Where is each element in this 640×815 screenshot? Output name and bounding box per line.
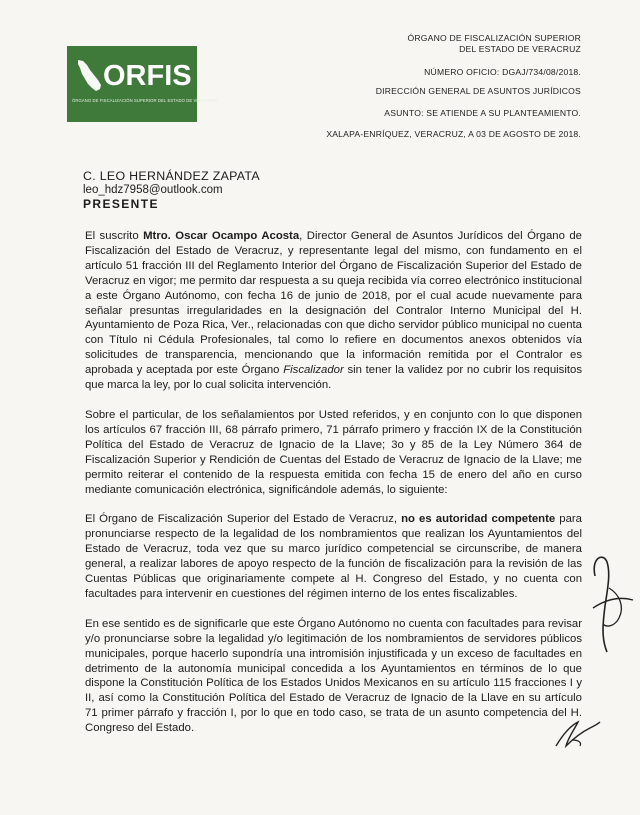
header-lugar-fecha: XALAPA-ENRÍQUEZ, VERACRUZ, A 03 DE AGOSTO DE 2018. bbox=[326, 129, 581, 139]
header-oficio: NÚMERO OFICIO: DGAJ/734/08/2018. bbox=[424, 67, 581, 77]
p1-signer-name: Mtro. Oscar Ocampo Acosta bbox=[143, 230, 300, 242]
paragraph-3 bbox=[85, 512, 582, 601]
p3-emphasis: no es autoridad competente bbox=[401, 513, 556, 526]
initials-signature-icon bbox=[552, 716, 602, 752]
p3-text-b: para pronunciarse respecto de la legalidad de los nombramientos que realizan los Ayuntamientos del Estado de Veracruz, toda vez que su marco jurídico competencial se circunscribe, de manera general, a realizar labores de apoyo respecto de la función de fiscalización para la revisión de las Cuentas Públicas que originariamente compete al H. Congreso del Estado, y no cuenta con facultades para intervenir en cuestiones del régimen interno de los entes fiscalizables. bbox=[85, 513, 582, 600]
p1-text-c: sin tener la validez por no cubrir los requisitos que marca la ley, por lo cual solicita intervención. bbox=[85, 364, 583, 392]
p1-text-b: , Director General de Asuntos Jurídicos del Órgano de Fiscalización del Estado de Veracruz, y representante legal del mismo, con fundamento en el artículo 51 fracción III del Reglamento Interior del Órgano de Fiscalización Superior del Estado de Veracruz en vigor; me permito dar respuesta a su queja recibida vía correo electrónico institucional a este Órgano Autónomo, con fecha 16 de junio de 2018, por el cual acude nuevamente para señalar presuntas irregularidades en la designación del Contralor Interno Municipal del H. Ayuntamiento de Poza Rica, Ver., relacionadas con que dicho servidor público municipal no cuenta con Título ni Cédula Profesionales, tal como lo refiere en documentos anexos obtenidos vía solicitudes de transparencia, mencionando que la información remitida por el Contralor es aprobada y aceptada por este Órgano bbox=[85, 230, 582, 377]
recipient-name: C. LEO HERNÁNDEZ ZAPATA bbox=[83, 169, 260, 183]
recipient-salutation: PRESENTE bbox=[83, 197, 159, 211]
p1-text-a: El suscrito bbox=[85, 230, 144, 242]
header-institution-line1: ÓRGANO DE FISCALIZACIÓN SUPERIOR bbox=[407, 33, 581, 43]
logo-wordmark: ORFIS bbox=[103, 60, 192, 92]
margin-signature-icon bbox=[585, 548, 637, 658]
p3-text-a: El Órgano de Fiscalización Superior del Estado de Veracruz, bbox=[85, 513, 402, 526]
paragraph-1 bbox=[85, 229, 582, 393]
header-institution bbox=[407, 33, 581, 55]
veracruz-map-icon bbox=[75, 58, 103, 94]
orfis-logo bbox=[67, 46, 218, 122]
header-asunto: ASUNTO: SE ATIENDE A SU PLANTEAMIENTO. bbox=[384, 108, 581, 118]
p1-italic-word: Fiscalizador bbox=[283, 364, 344, 377]
letter-body bbox=[85, 229, 582, 751]
header-direccion: DIRECCIÓN GENERAL DE ASUNTOS JURÍDICOS bbox=[375, 86, 581, 96]
recipient-email: leo_hdz7958@outlook.com bbox=[83, 184, 223, 196]
recipient-block bbox=[83, 169, 260, 211]
paragraph-2: Sobre el particular, de los señalamientos por Usted referidos, y en conjunto con lo que disponen los artículos 67 fracción III, 68 párrafo primero, 71 párrafo primero y fracción IX de la Constitución Política del Estado de Veracruz de Ignacio de la Llave; 3o y 85 de la Ley Número 364 de Fiscalización Superior y Rendición de Cuentas del Estado de Veracruz de Ignacio de la Llave; me permito reiterar el contenido de la respuesta emitida con fecha 15 de enero del año en curso mediante comunicación electrónica, significándole además, lo siguiente: bbox=[85, 408, 582, 496]
paragraph-4: En ese sentido es de significarle que este Órgano Autónomo no cuenta con facultades para revisar y/o pronunciarse sobre la legalidad y/o legitimación de los nombramientos de servidores públicos municipales, porque hacerlo supondría una intromisión injustificada y un exceso de facultades en detrimento de la autonomía municipal concedida a los Ayuntamientos en términos de lo que dispone la Constitución Política de los Estados Unidos Mexicanos en su artículo 115 fracciones I y II, así como la Constitución Política del Estado de Veracruz de Ignacio de la Llave en su artículo 71 primer párrafo y fracción I, por lo que en todo caso, se trata de un asunto competencia del H. Congreso del Estado. bbox=[85, 617, 582, 735]
logo-subtitle: ÓRGANO DE FISCALIZACIÓN SUPERIOR DEL ESTADO DE VERACRUZ bbox=[72, 98, 218, 103]
header-institution-line2: DEL ESTADO DE VERACRUZ bbox=[459, 44, 581, 54]
